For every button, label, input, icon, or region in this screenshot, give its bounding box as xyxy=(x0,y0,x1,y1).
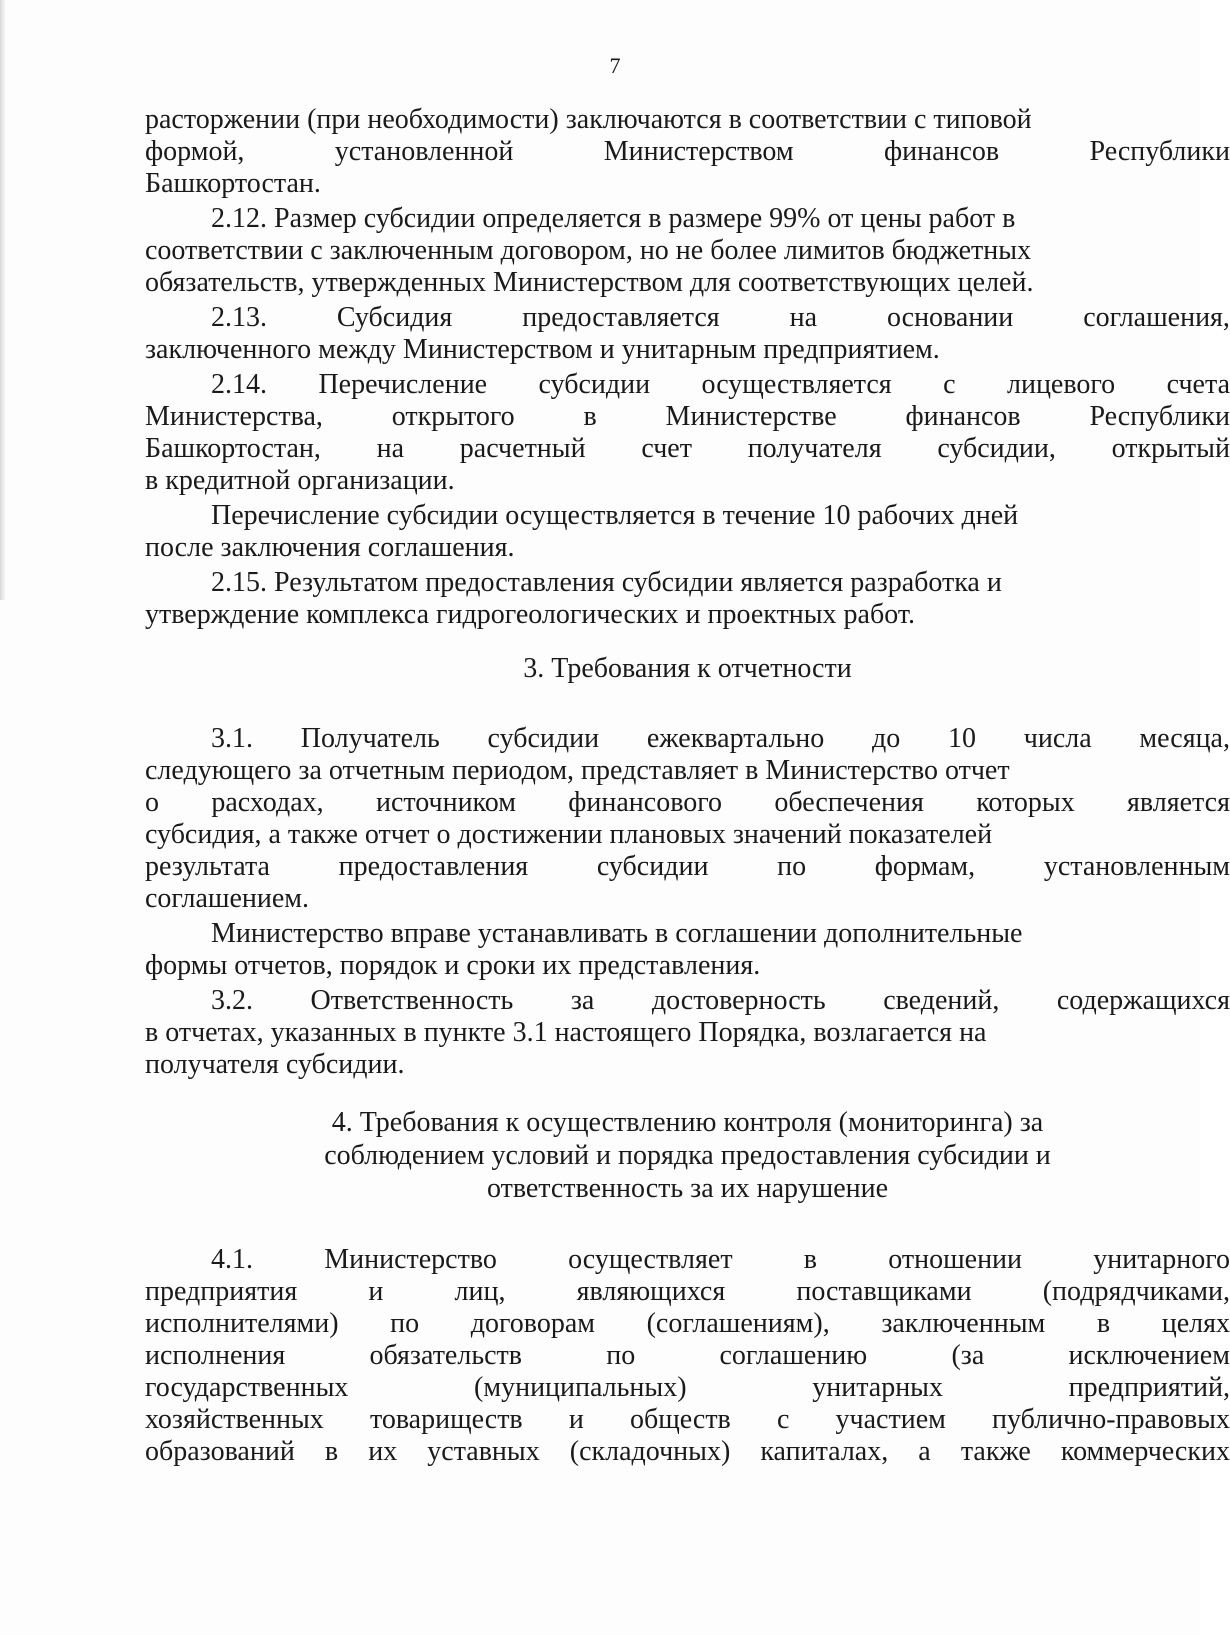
word: Министерство xyxy=(324,1244,497,1275)
word: соглашения, xyxy=(1083,302,1230,333)
text-line: в отчетах, указанных в пункте 3.1 настоящего Порядка, возлагается на xyxy=(145,1017,987,1048)
word: 2.13. xyxy=(211,302,267,333)
text-line: соответствии с заключенным договором, но не более лимитов бюджетных xyxy=(145,235,1032,266)
text-line: Министерство вправе устанавливать в соглашении дополнительные xyxy=(211,918,1023,949)
text-line-justified xyxy=(145,136,1230,168)
word: которых xyxy=(976,787,1075,818)
document-body xyxy=(145,104,1230,1471)
word: в xyxy=(324,1436,339,1467)
word: расчетный xyxy=(459,433,586,464)
word: субсидии xyxy=(596,851,709,882)
word: исключением xyxy=(1068,1340,1230,1371)
word: финансов xyxy=(905,401,1021,432)
word: унитарного xyxy=(1093,1244,1230,1275)
word: в xyxy=(803,1244,818,1275)
word: по xyxy=(777,851,807,882)
word: Республики xyxy=(1089,401,1230,432)
text-line-justified xyxy=(145,1276,1230,1308)
word: исполнителями) xyxy=(145,1308,339,1339)
text-line-justified xyxy=(145,787,1230,819)
word: Субсидия xyxy=(336,302,453,333)
paragraph-3-2 xyxy=(145,985,1230,1081)
word: счета xyxy=(1166,369,1230,400)
word: Министерстве xyxy=(665,401,837,432)
word: (подрядчиками, xyxy=(1042,1276,1230,1307)
word: расходах, xyxy=(211,787,324,818)
word: месяца, xyxy=(1139,723,1230,754)
word: по xyxy=(390,1308,420,1339)
section-title: 3. Требования к отчетности xyxy=(523,653,852,684)
word: формам, xyxy=(874,851,976,882)
text-line-justified xyxy=(145,1372,1230,1404)
word: обществ xyxy=(629,1404,731,1435)
word: поставщиками xyxy=(796,1276,972,1307)
word: субсидии, xyxy=(937,433,1056,464)
word: и xyxy=(568,1404,584,1435)
word: содержащихся xyxy=(1056,985,1230,1016)
word: обеспечения xyxy=(774,787,924,818)
section-title-line: 4. Требования к осуществлению контроля (мониторинга) за xyxy=(331,1107,1044,1138)
text-line-justified xyxy=(145,401,1230,433)
word: образований xyxy=(145,1436,295,1467)
word: источником xyxy=(375,787,516,818)
word: финансов xyxy=(883,136,1000,167)
word: числа xyxy=(1023,723,1092,754)
word: 2.14. xyxy=(211,369,267,400)
text-line-justified xyxy=(145,433,1230,465)
word: предоставления xyxy=(338,851,529,882)
word: является xyxy=(1127,787,1230,818)
word: (за xyxy=(951,1340,985,1371)
word: их xyxy=(368,1436,398,1467)
text-line: обязательств, утвержденных Министерством для соответствующих целей. xyxy=(145,267,1034,298)
word: ежеквартально xyxy=(646,723,825,754)
word: соглашению xyxy=(719,1340,868,1371)
word: с xyxy=(943,369,956,400)
text-line: после заключения соглашения. xyxy=(145,532,515,563)
word: предприятий, xyxy=(1068,1372,1230,1403)
text-line: утверждение комплекса гидрогеологических и проектных работ. xyxy=(145,599,915,630)
word: исполнения xyxy=(145,1340,286,1371)
text-line: субсидия, а также отчет о достижении плановых значений показателей xyxy=(145,819,993,850)
word: Министерством xyxy=(603,136,794,167)
paragraph-2-14-transfer-term xyxy=(145,500,1230,564)
text-line: в кредитной организации. xyxy=(145,465,455,496)
word: субсидии xyxy=(487,723,600,754)
scan-edge-shadow xyxy=(0,0,6,600)
word: уставных xyxy=(427,1436,540,1467)
word: заключенным xyxy=(881,1308,1046,1339)
section-heading-4 xyxy=(145,1107,1230,1206)
word: до xyxy=(871,723,901,754)
word: Перечисление xyxy=(318,369,488,400)
word: предоставляется xyxy=(522,302,720,333)
text-line-justified xyxy=(145,1244,1230,1276)
word: Получатель xyxy=(300,723,440,754)
text-line: получателя субсидии. xyxy=(145,1049,405,1080)
word: в xyxy=(1096,1308,1111,1339)
text-line-justified xyxy=(145,1340,1230,1372)
paragraph-3-1-additional-forms xyxy=(145,918,1230,982)
paragraph xyxy=(145,104,1230,200)
section-title-line: соблюдением условий и порядка предоставления субсидии и xyxy=(324,1140,1051,1171)
word: лиц, xyxy=(454,1276,506,1307)
word: (муниципальных) xyxy=(474,1372,687,1403)
text-line: соглашением. xyxy=(145,883,309,914)
text-line-justified xyxy=(145,302,1230,334)
word: также xyxy=(960,1436,1031,1467)
word: сведений, xyxy=(883,985,1000,1016)
word: и xyxy=(368,1276,384,1307)
word: на xyxy=(376,433,405,464)
word: открытого xyxy=(391,401,515,432)
word: открытый xyxy=(1111,433,1230,464)
paragraph-4-1 xyxy=(145,1244,1230,1468)
word: Башкортостан, xyxy=(145,433,321,464)
word: являющихся xyxy=(576,1276,726,1307)
word: хозяйственных xyxy=(145,1404,324,1435)
word: а xyxy=(918,1436,931,1467)
word: Ответственность xyxy=(310,985,514,1016)
word: Министерства, xyxy=(145,401,323,432)
paragraph-2-15 xyxy=(145,567,1230,631)
word: унитарных xyxy=(812,1372,943,1403)
word: публично-правовых xyxy=(992,1404,1230,1435)
word: основании xyxy=(886,302,1014,333)
text-line: заключенного между Министерством и унитарным предприятием. xyxy=(145,334,940,365)
word: осуществляется xyxy=(701,369,892,400)
text-line: следующего за отчетным периодом, представляет в Министерство отчет xyxy=(145,755,1010,786)
text-line-justified xyxy=(145,1404,1230,1436)
word: (складочных) xyxy=(569,1436,731,1467)
word: осуществляет xyxy=(568,1244,733,1275)
word: за xyxy=(570,985,595,1016)
word: отношении xyxy=(888,1244,1023,1275)
section-title-line: ответственность за их нарушение xyxy=(486,1173,889,1204)
text-line-justified xyxy=(145,723,1230,755)
word: коммерческих xyxy=(1060,1436,1230,1467)
word: 3.1. xyxy=(211,723,253,754)
text-line: расторжении (при необходимости) заключаются в соответствии с типовой xyxy=(145,104,1032,135)
section-heading-3 xyxy=(145,653,1230,685)
word: государственных xyxy=(145,1372,349,1403)
word: товариществ xyxy=(369,1404,523,1435)
text-line: 2.12. Размер субсидии определяется в размере 99% от цены работ в xyxy=(211,203,1016,234)
text-line-justified xyxy=(145,1308,1230,1340)
text-line: 2.15. Результатом предоставления субсидии является разработка и xyxy=(211,567,1002,598)
word: 3.2. xyxy=(211,985,253,1016)
word: 4.1. xyxy=(211,1244,253,1275)
word: 10 xyxy=(947,723,976,754)
word: достоверность xyxy=(651,985,826,1016)
text-line: Башкортостан. xyxy=(145,168,321,199)
word: предприятия xyxy=(145,1276,298,1307)
word: на xyxy=(789,302,818,333)
word: формой, xyxy=(145,136,245,167)
paragraph-3-1 xyxy=(145,723,1230,915)
word: установленной xyxy=(334,136,514,167)
word: установленным xyxy=(1043,851,1230,882)
word: капиталах, xyxy=(760,1436,889,1467)
word: результата xyxy=(145,851,270,882)
text-line: формы отчетов, порядок и сроки их представления. xyxy=(145,950,761,981)
text-line: Перечисление субсидии осуществляется в течение 10 рабочих дней xyxy=(211,500,1019,531)
text-line-justified xyxy=(145,851,1230,883)
word: договорам xyxy=(470,1308,595,1339)
word: финансового xyxy=(568,787,723,818)
word: получателя xyxy=(747,433,882,464)
paragraph-2-14 xyxy=(145,369,1230,497)
word: лицевого xyxy=(1006,369,1116,400)
word: в xyxy=(583,401,597,432)
word: целях xyxy=(1161,1308,1230,1339)
text-line-justified xyxy=(145,369,1230,401)
word: обязательств xyxy=(369,1340,522,1371)
paragraph-2-13 xyxy=(145,302,1230,366)
text-line-justified xyxy=(145,1436,1230,1468)
paragraph-2-12 xyxy=(145,203,1230,299)
word: по xyxy=(606,1340,636,1371)
page-number: 7 xyxy=(609,53,621,78)
word: (соглашениям), xyxy=(646,1308,830,1339)
word: о xyxy=(145,787,159,818)
text-line-justified xyxy=(145,985,1230,1017)
word: Республики xyxy=(1089,136,1230,167)
word: субсидии xyxy=(538,369,651,400)
word: счет xyxy=(641,433,692,464)
word: с xyxy=(776,1404,790,1435)
word: участием xyxy=(835,1404,946,1435)
